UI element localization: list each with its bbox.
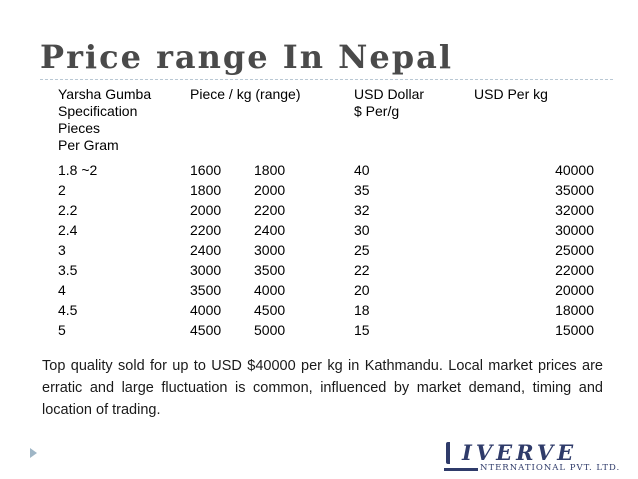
header-piece-range: Piece / kg (range) (190, 86, 301, 102)
cell-piece-max: 2200 (254, 202, 286, 218)
header-spec-line: Specification (58, 103, 138, 119)
cell-usd-per-kg: 18000 (555, 302, 594, 318)
header-usd-line: $ Per/g (354, 103, 400, 119)
header-spec-line: Yarsha Gumba (58, 86, 152, 102)
cell-spec: 2 (58, 182, 66, 198)
slide-title: Price range In Nepal (40, 38, 454, 76)
cell-usd-per-gram: 30 (354, 222, 370, 238)
cell-spec: 1.8 ~2 (58, 162, 98, 178)
company-logo (440, 438, 630, 476)
price-table (58, 86, 594, 340)
table-header-row (58, 86, 594, 160)
cell-usd-per-kg: 35000 (555, 182, 594, 198)
cell-spec: 3 (58, 242, 66, 258)
cell-piece-max: 4000 (254, 282, 286, 298)
header-usd-line: USD Dollar (354, 86, 425, 102)
cell-spec: 2.2 (58, 202, 78, 218)
logo-wordmark: IVERVE (462, 440, 578, 465)
cell-piece-max: 1800 (254, 162, 286, 178)
cell-piece-max: 2000 (254, 182, 286, 198)
cell-piece-min: 3000 (190, 262, 222, 278)
cell-spec: 4.5 (58, 302, 78, 318)
table-row (58, 220, 594, 240)
cell-usd-per-kg: 25000 (555, 242, 594, 258)
cell-piece-min: 1600 (190, 162, 222, 178)
cell-spec: 5 (58, 322, 66, 338)
cell-piece-min: 2400 (190, 242, 222, 258)
cell-piece-max: 2400 (254, 222, 286, 238)
cell-usd-per-gram: 15 (354, 322, 370, 338)
cell-piece-max: 3500 (254, 262, 286, 278)
header-spec-line: Pieces (58, 120, 101, 136)
table-row (58, 180, 594, 200)
logo-bar-icon (444, 468, 478, 471)
market-note: Top quality sold for up to USD $40000 per kg in Kathmandu. Local market prices are erratic and large fluctuation is common, influenced by market demand, timing and location of trading. (42, 358, 603, 418)
cell-usd-per-gram: 32 (354, 202, 370, 218)
cell-usd-per-kg: 32000 (555, 202, 594, 218)
cell-usd-per-kg: 30000 (555, 222, 594, 238)
table-row (58, 280, 594, 300)
cell-usd-per-kg: 20000 (555, 282, 594, 298)
cell-piece-min: 2200 (190, 222, 222, 238)
table-row (58, 300, 594, 320)
cell-piece-min: 3500 (190, 282, 222, 298)
cell-spec: 4 (58, 282, 66, 298)
triangle-bullet-icon (30, 448, 37, 458)
cell-usd-per-gram: 25 (354, 242, 370, 258)
table-row (58, 320, 594, 340)
cell-usd-per-gram: 22 (354, 262, 370, 278)
cell-usd-per-gram: 20 (354, 282, 370, 298)
cell-usd-per-gram: 18 (354, 302, 370, 318)
table-row (58, 260, 594, 280)
table-row (58, 240, 594, 260)
cell-piece-max: 5000 (254, 322, 286, 338)
cell-piece-min: 4000 (190, 302, 222, 318)
cell-usd-per-kg: 22000 (555, 262, 594, 278)
cell-piece-max: 4500 (254, 302, 286, 318)
header-usd-per-kg: USD Per kg (474, 86, 548, 102)
cell-usd-per-kg: 40000 (555, 162, 594, 178)
logo-subtitle: NTERNATIONAL PVT. LTD. (480, 463, 621, 473)
cell-spec: 3.5 (58, 262, 78, 278)
cell-piece-min: 1800 (190, 182, 222, 198)
cell-piece-min: 2000 (190, 202, 222, 218)
header-usd-per-gram (354, 86, 474, 160)
cell-usd-per-kg: 15000 (555, 322, 594, 338)
header-specification (58, 86, 190, 160)
price-table-body (58, 160, 594, 340)
title-divider (40, 79, 613, 80)
cell-usd-per-gram: 40 (354, 162, 370, 178)
table-row (58, 160, 594, 180)
cell-usd-per-gram: 35 (354, 182, 370, 198)
header-spec-line: Per Gram (58, 137, 119, 153)
cell-piece-min: 4500 (190, 322, 222, 338)
cell-piece-max: 3000 (254, 242, 286, 258)
table-row (58, 200, 594, 220)
cell-spec: 2.4 (58, 222, 78, 238)
